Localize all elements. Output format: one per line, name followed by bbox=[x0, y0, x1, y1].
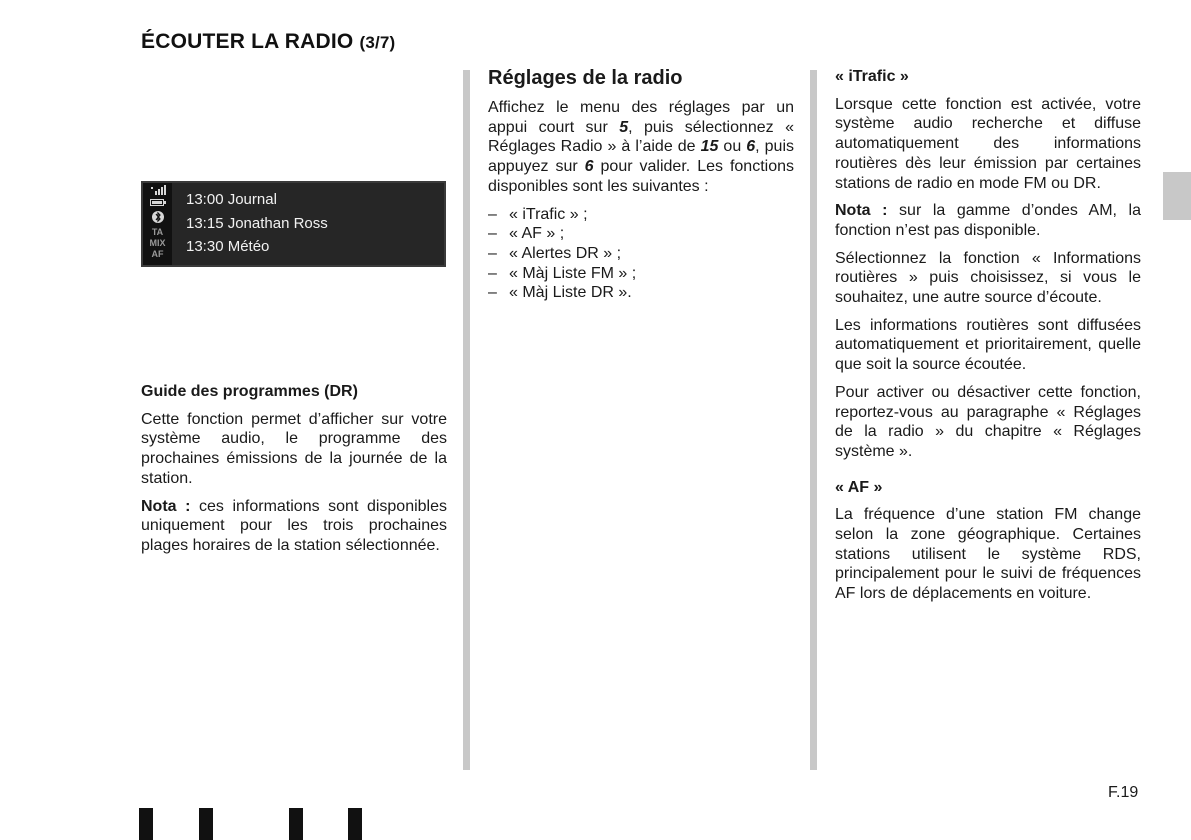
section-thumb-tab bbox=[1163, 172, 1191, 220]
title-main: ÉCOUTER LA RADIO bbox=[141, 30, 354, 53]
list-item: – « AF » ; bbox=[488, 224, 794, 244]
page-title bbox=[141, 30, 395, 54]
list-item: – « Màj Liste DR ». bbox=[488, 283, 794, 303]
itrafic-text: Pour activer ou désactiver cette fonction, reportez-vous au paragraphe « Réglages de la radio » du chapitre « Réglages système ». bbox=[835, 383, 1141, 460]
middle-column bbox=[488, 66, 794, 303]
program-guide-text: Cette fonction permet d’afficher sur votre système audio, le programme des prochaines émissions de la journée de la station. bbox=[141, 410, 447, 487]
key-reference: 6 bbox=[746, 138, 756, 156]
list-item: – « Alertes DR » ; bbox=[488, 244, 794, 264]
itrafic-text: Les informations routières sont diffusées automatiquement et prioritairement, quelle que soit la source écoutée. bbox=[835, 316, 1141, 374]
itrafic-text: Lorsque cette fonction est activée, votre système audio recherche et diffuse automatiquement des informations routières dès leur émission par certaines stations de radio en mode FM ou DR. bbox=[835, 95, 1141, 192]
column-divider-right bbox=[810, 70, 817, 770]
list-item: – « Màj Liste FM » ; bbox=[488, 264, 794, 284]
title-part: (3/7) bbox=[359, 33, 396, 52]
program-guide-heading: Guide des programmes (DR) bbox=[141, 383, 358, 400]
intro-text: Affichez le menu des réglages par un appui court sur bbox=[488, 99, 794, 136]
bluetooth-icon bbox=[152, 210, 164, 227]
radio-settings-intro bbox=[488, 98, 794, 197]
right-column bbox=[835, 67, 1141, 612]
itrafic-note bbox=[835, 201, 1141, 240]
display-status-icons bbox=[143, 183, 172, 265]
radio-options-list bbox=[488, 205, 794, 304]
af-label: AF bbox=[151, 249, 164, 259]
intro-text: pour valider. Les fonctions disponibles sont les suivantes : bbox=[488, 158, 794, 195]
key-reference: 15 bbox=[700, 138, 719, 156]
print-crop-mark bbox=[289, 808, 303, 840]
mix-label: MIX bbox=[149, 238, 166, 248]
intro-text: ou bbox=[718, 138, 747, 156]
program-row: 13:00 Journal bbox=[186, 191, 277, 208]
note-text: ces informations sont disponibles uniquement pour les trois prochaines plages horaires de la station sélectionnée. bbox=[141, 497, 447, 554]
intro-text: , puis sélectionnez « Réglages Radio » à l’aide de bbox=[488, 118, 795, 156]
itrafic-heading: « iTrafic » bbox=[835, 68, 909, 85]
program-row: 13:15 Jonathan Ross bbox=[186, 214, 328, 232]
note-label: Nota : bbox=[835, 202, 888, 220]
signal-icon bbox=[150, 185, 166, 198]
print-crop-mark bbox=[199, 808, 213, 840]
ta-label: TA bbox=[151, 227, 164, 237]
battery-icon bbox=[150, 198, 166, 210]
radio-settings-heading: Réglages de la radio bbox=[488, 67, 683, 89]
print-crop-mark bbox=[139, 808, 153, 840]
radio-display bbox=[141, 181, 446, 267]
note-text: sur la gamme d’ondes AM, la fonction n’est pas disponible. bbox=[835, 202, 1142, 239]
intro-text: , puis appuyez sur bbox=[488, 138, 795, 176]
left-column bbox=[141, 382, 447, 564]
page-number: F.19 bbox=[1108, 784, 1139, 801]
program-list bbox=[186, 188, 328, 259]
print-crop-mark bbox=[348, 808, 362, 840]
note-label: Nota : bbox=[141, 497, 191, 515]
key-reference: 6 bbox=[584, 158, 594, 176]
column-divider-left bbox=[463, 70, 470, 770]
itrafic-text: Sélectionnez la fonction « Informations routières » puis choisissez, si vous le souhaitez, une autre source d’écoute. bbox=[835, 249, 1141, 307]
af-text: La fréquence d’une station FM change selon la zone géographique. Certaines stations utilisent le système RDS, principalement pour le suivi de fréquences AF lors de déplacements en voiture. bbox=[835, 506, 1141, 603]
af-heading: « AF » bbox=[835, 478, 883, 496]
list-item: – « iTrafic » ; bbox=[488, 205, 794, 225]
program-row: 13:30 Météo bbox=[186, 238, 270, 255]
program-guide-note bbox=[141, 497, 447, 556]
key-reference: 5 bbox=[619, 118, 629, 136]
